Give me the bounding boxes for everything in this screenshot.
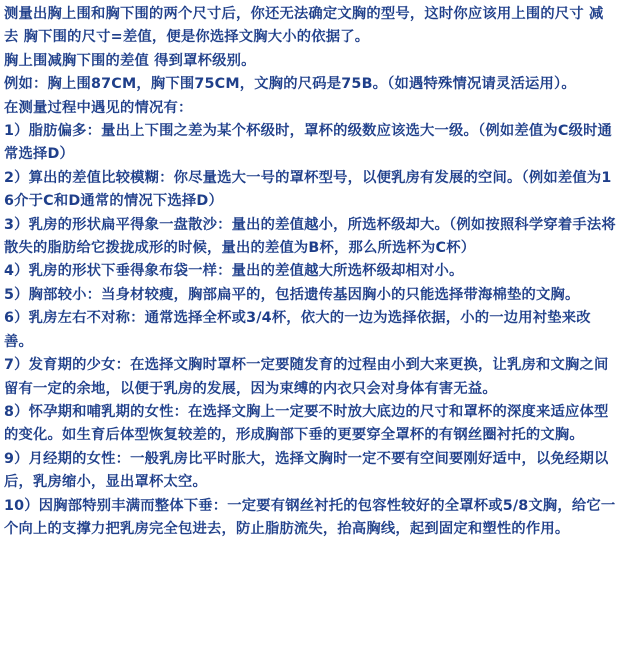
paragraph-difference: 胸上围减胸下围的差值 得到罩杯级别。 [4, 52, 256, 69]
paragraph-item-1: 1）脂肪偏多：量出上下围之差为某个杯级时，罩杯的级数应该选大一级。（例如差值为C级时通常选择D） [4, 123, 613, 163]
paragraph-item-8: 8）怀孕期和哺乳期的女性：在选择文胸上一定要不时放大底边的尺寸和罩杯的深度来适应体型的变化。如生育后体型恢复较差的，形成胸部下垂的更要穿全罩杯的有钢丝圈衬托的文胸。 [4, 403, 609, 444]
paragraph-item-5: 5）胸部较小：当身材较瘦，胸部扁平的，包括遗传基因胸小的只能选择带海棉垫的文胸。 [4, 286, 580, 303]
paragraph-item-3: 3）乳房的形状扁平得象一盘散沙：量出的差值越小，所选杯级却大。（例如按照科学穿着手法将散失的脂肪给它拨拢成形的时候，量出的差值为B杯，那么所选杯为C杯） [4, 216, 616, 257]
paragraph-item-2: 2）算出的差值比较模糊：你尽量选大一号的罩杯型号，以便乳房有发展的空间。（例如差值为16介于C和D通常的情况下选择D） [4, 169, 612, 210]
paragraph-example: 例如：胸上围87CM，胸下围75CM，文胸的尺码是75B。（如遇特殊情况请灵活运用）。 [4, 76, 576, 93]
paragraph-item-4: 4）乳房的形状下垂得象布袋一样：量出的差值越大所选杯级却相对小。 [4, 263, 464, 280]
paragraph-item-7: 7）发育期的少女：在选择文胸时罩杯一定要随发育的过程由小到大来更换，让乳房和文胸之间留有一定的余地，以便于乳房的发展，因为束缚的内衣只会对身体有害无益。 [4, 357, 609, 397]
paragraph-situations-heading: 在测量过程中遇见的情况有： [4, 99, 193, 116]
paragraph-item-9: 9）月经期的女性：一般乳房比平时胀大，选择文胸时一定不要有空间要刚好适中，以免经期以后，乳房缩小，显出罩杯太空。 [4, 450, 609, 491]
paragraph-item-10: 10）因胸部特别丰满而整体下垂：一定要有钢丝衬托的包容性较好的全罩杯或5/8文胸，给它一个向上的支撑力把乳房完全包进去，防止脂肪流失，抬高胸线，起到固定和塑性的作用。 [4, 497, 616, 537]
paragraph-intro: 测量出胸上围和胸下围的两个尺寸后，你还无法确定文胸的型号，这时你应该用上围的尺寸 减去 胸下围的尺寸=差值，便是你选择文胸大小的依据了。 [4, 6, 604, 46]
paragraph-item-6: 6）乳房左右不对称：通常选择全杯或3/4杯，依大的一边为选择依据，小的一边用衬垫来改善。 [4, 310, 591, 350]
